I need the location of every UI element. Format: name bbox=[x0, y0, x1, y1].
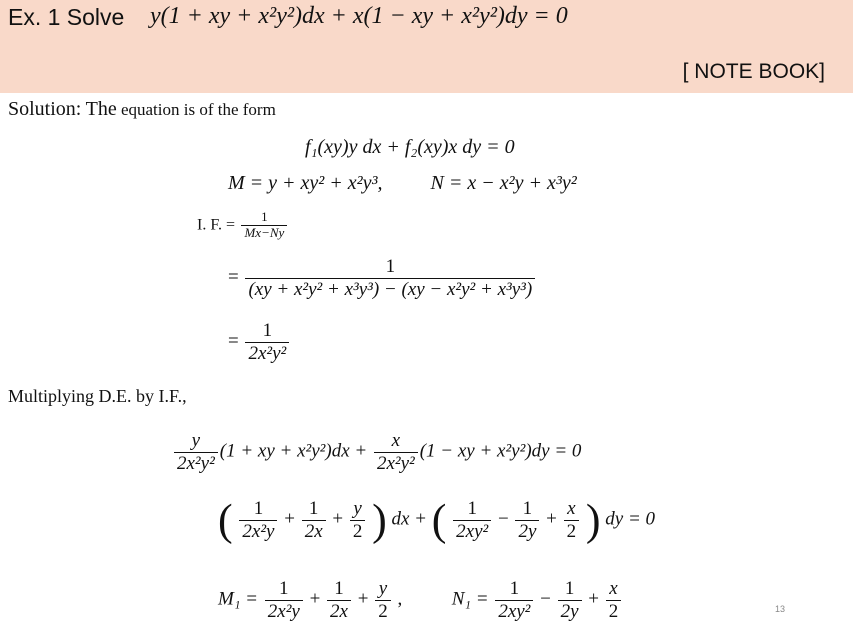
eq2-t3-denominator: 2 bbox=[350, 520, 366, 543]
solution-the: The bbox=[85, 98, 117, 120]
title-banner bbox=[0, 0, 853, 93]
page-number: 13 bbox=[775, 604, 786, 614]
m1-t2-denominator: 2x bbox=[327, 600, 351, 623]
eq2-t1-numerator: 1 bbox=[253, 498, 264, 519]
form-equation: f₁(xy)y dx + f₂(xy)x dy = 0 bbox=[305, 136, 515, 158]
eq2-t3-numerator: y bbox=[353, 498, 362, 519]
step2-numerator: 1 bbox=[262, 320, 273, 341]
n1-t3-numerator: x bbox=[609, 578, 618, 599]
m1-t2-numerator: 1 bbox=[334, 578, 344, 599]
m1-t3-numerator: y bbox=[378, 578, 388, 599]
step2-fraction bbox=[245, 320, 289, 365]
multiplied-equation bbox=[172, 430, 581, 475]
m1-t3-denominator: 2 bbox=[375, 600, 391, 623]
m-definition: M = y + xy² + x²y³, bbox=[228, 172, 383, 194]
step1-denominator: (xy + x²y² + x³y³) − (xy − x²y² + x³y³) bbox=[245, 278, 535, 301]
n1-t2-denominator: 2y bbox=[558, 600, 582, 623]
eq2-u1-denominator: 2xy² bbox=[453, 520, 491, 543]
eq2-t2-numerator: 1 bbox=[308, 498, 319, 519]
m1-n1-definitions: M₁ = $\frac{1}{\text{2x²y}}$ + $\frac{1}{2x}$ + $\frac{y}{2}$ , N₁ = $\frac{1}{\text{2xy²}}$ − $\frac{1}{2y}$ + $\frac{x}{2}$ bbox=[218, 578, 623, 623]
if-step-2: = $\frac{1}{\text{2x²y²}}$ bbox=[228, 320, 291, 365]
example-equation: y(1 + xy + x²y²)dx + x(1 − xy + x²y²)dy = 0 bbox=[150, 3, 568, 29]
eq2-tail: dy = 0 bbox=[605, 508, 656, 530]
eq1-a-body: (1 + xy + x²y²)dx + bbox=[219, 440, 368, 462]
eq2-u3-numerator: x bbox=[567, 498, 576, 519]
step2-denominator: 2x²y² bbox=[245, 342, 289, 365]
solution-intro bbox=[8, 98, 276, 121]
step1-fraction bbox=[245, 256, 535, 301]
eq1-a-numerator: y bbox=[191, 430, 201, 451]
m1-t1-numerator: 1 bbox=[279, 578, 289, 599]
n1-label: N₁ = bbox=[451, 588, 489, 610]
eq1-b-body: (1 − xy + x²y²)dy = 0 bbox=[419, 440, 582, 462]
eq2-t1-denominator: 2x²y bbox=[239, 520, 277, 543]
n1-t2-numerator: 1 bbox=[564, 578, 575, 599]
if-label: I. F. = bbox=[197, 216, 235, 234]
if-denominator: Mx−Ny bbox=[241, 225, 287, 241]
n1-t3-denominator: 2 bbox=[606, 600, 622, 623]
eq2-middle: dx + bbox=[391, 508, 428, 530]
if-definition bbox=[197, 210, 289, 241]
exact-form-equation: ( $\frac{1}{\text{2x²y}}$ + $\frac{1}{2x}$ + $\frac{y}{2}$ ) dx + ( $\frac{1}{\text{2xy²}}$ − $\frac{1}{2y}$ + $\frac{x}{2}$ ) dy = 0 bbox=[218, 495, 656, 545]
m1-label: M₁ = bbox=[218, 588, 259, 610]
eq1-b-denominator: 2x²y² bbox=[374, 452, 418, 475]
solution-text: equation is of the form bbox=[120, 100, 276, 119]
separator-comma: , bbox=[397, 588, 403, 610]
example-label: Ex. 1 Solve bbox=[8, 4, 125, 30]
m-n-definitions bbox=[228, 172, 577, 195]
step1-numerator: 1 bbox=[385, 256, 396, 277]
if-fraction bbox=[241, 210, 287, 241]
eq1-a-denominator: 2x²y² bbox=[174, 452, 218, 475]
eq1-b-numerator: x bbox=[391, 430, 401, 451]
eq2-u2-numerator: 1 bbox=[522, 498, 533, 519]
n1-t1-numerator: 1 bbox=[509, 578, 520, 599]
multiplying-text: Multiplying D.E. by I.F., bbox=[8, 386, 187, 406]
note-book-tag: [ NOTE BOOK] bbox=[682, 60, 825, 83]
eq2-u3-denominator: 2 bbox=[564, 520, 580, 543]
eq2-u2-denominator: 2y bbox=[515, 520, 539, 543]
eq2-t2-denominator: 2x bbox=[302, 520, 326, 543]
if-numerator: 1 bbox=[261, 209, 268, 224]
m1-t1-denominator: 2x²y bbox=[265, 600, 303, 623]
n-definition: N = x − x²y + x³y² bbox=[430, 172, 577, 194]
n1-t1-denominator: 2xy² bbox=[495, 600, 533, 623]
solution-label: Solution: bbox=[8, 98, 82, 120]
if-step-1: = $\frac{1}{\text{(xy + x²y² + x³y³) − (xy − x²y² + x³y³)}}$ bbox=[228, 256, 537, 301]
eq2-u1-numerator: 1 bbox=[467, 498, 477, 519]
